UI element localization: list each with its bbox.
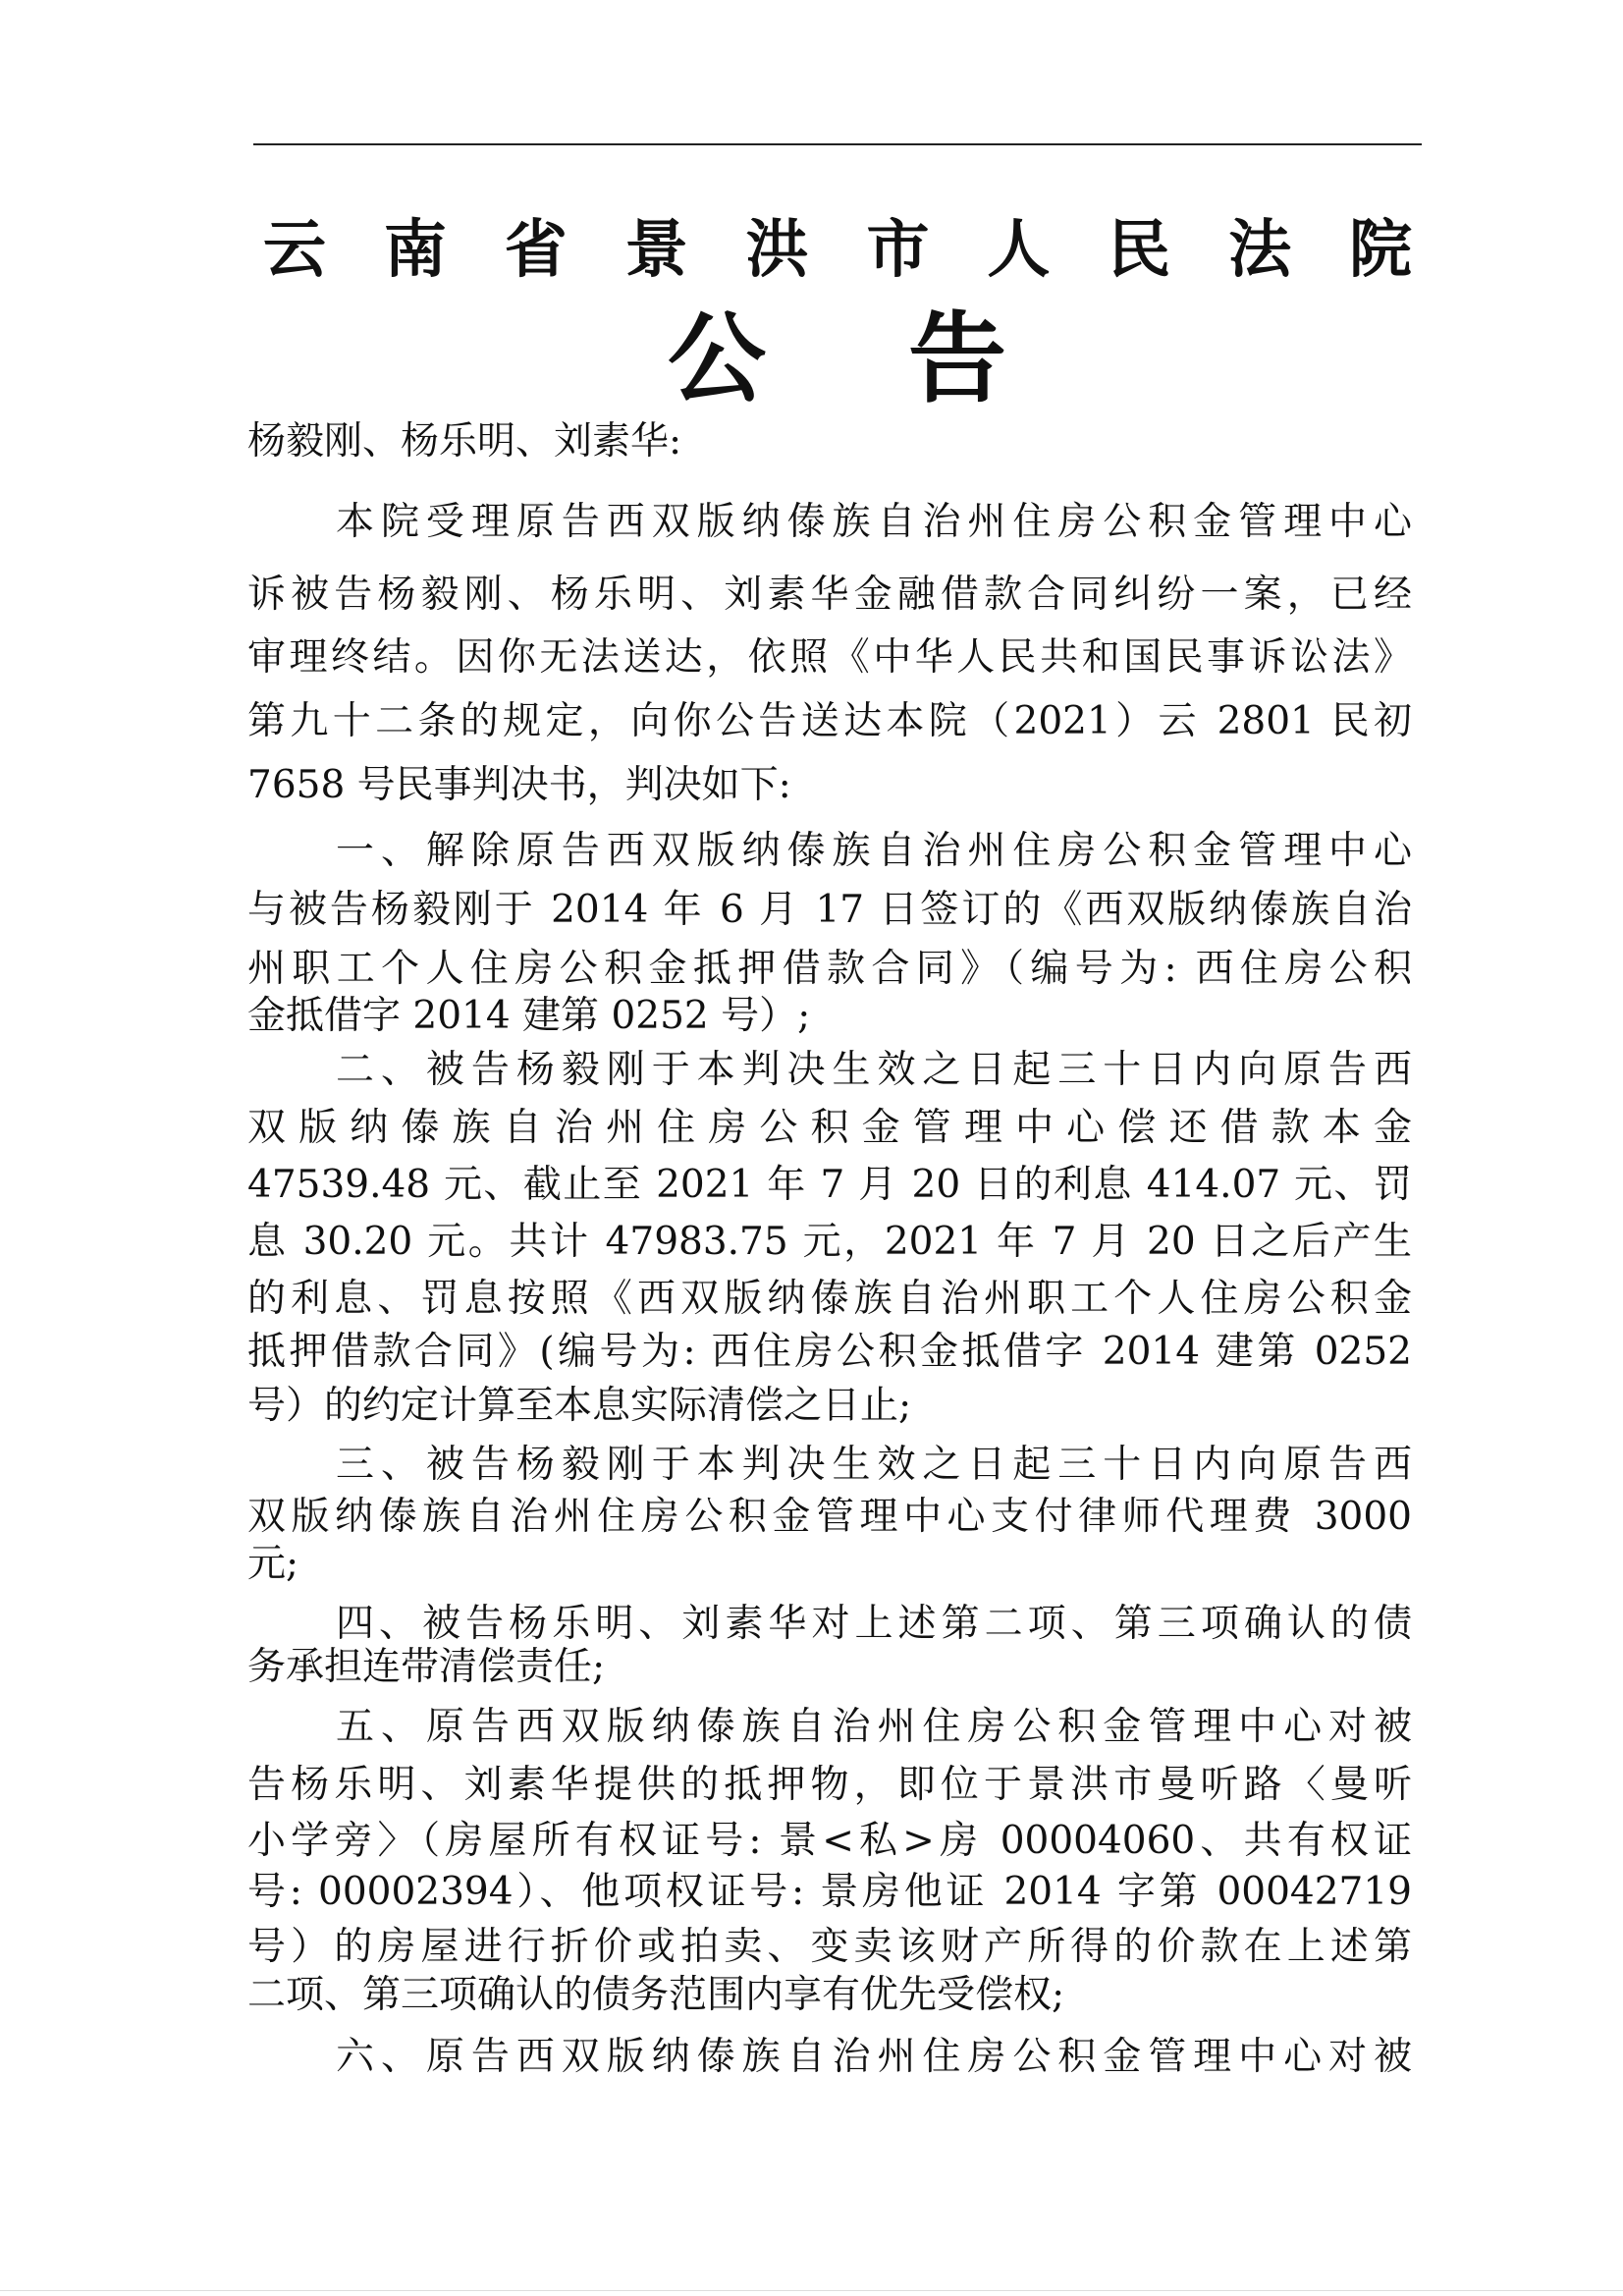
body-line: 五、原告西双版纳傣族自治州住房公积金管理中心对被	[336, 1705, 1412, 1749]
body-line: 务承担连带清偿责任;	[247, 1645, 606, 1689]
body-line: 7658 号民事判决书，判决如下:	[247, 763, 791, 807]
body-line: 诉被告杨毅刚、杨乐明、刘素华金融借款合同纠纷一案，已经	[247, 573, 1412, 617]
body-line: 号）的约定计算至本息实际清偿之日止;	[247, 1384, 912, 1428]
page-edge	[0, 2290, 1623, 2291]
body-line: 号）的房屋进行折价或拍卖、变卖该财产所得的价款在上述第	[247, 1925, 1412, 1969]
body-line: 的利息、罚息按照《西双版纳傣族自治州职工个人住房公积金	[247, 1277, 1412, 1321]
body-line: 小学旁〉（房屋所有权证号: 景<私>房 00004060、共有权证	[247, 1819, 1412, 1863]
body-line: 双版纳傣族自治州住房公积金管理中心偿还借款本金	[247, 1106, 1412, 1150]
body-line: 第九十二条的规定，向你公告送达本院（2021）云 2801 民初	[247, 699, 1412, 743]
body-line: 金抵借字 2014 建第 0252 号）;	[247, 994, 811, 1038]
body-line: 息 30.20 元。共计 47983.75 元，2021 年 7 月 20 日之后产生	[247, 1220, 1412, 1264]
body-line: 与被告杨毅刚于 2014 年 6 月 17 日签订的《西双版纳傣族自治	[247, 888, 1412, 932]
body-line: 二、被告杨毅刚于本判决生效之日起三十日内向原告西	[336, 1048, 1412, 1092]
body-line: 告杨乐明、刘素华提供的抵押物，即位于景洪市曼听路〈曼听	[247, 1763, 1412, 1807]
body-line: 二项、第三项确认的债务范围内享有优先受偿权;	[247, 1973, 1065, 2017]
body-line: 元;	[247, 1542, 299, 1586]
body-line: 三、被告杨毅刚于本判决生效之日起三十日内向原告西	[336, 1443, 1412, 1487]
document-title: 公告	[668, 301, 1006, 416]
body-line: 抵押借款合同》(编号为: 西住房公积金抵借字 2014 建第 0252	[247, 1330, 1412, 1374]
body-line: 号: 00002394）、他项权证号: 景房他证 2014 字第 00042719	[247, 1870, 1412, 1914]
salutation: 杨毅刚、杨乐明、刘素华:	[247, 419, 682, 464]
body-line: 双版纳傣族自治州住房公积金管理中心支付律师代理费 3000	[247, 1495, 1412, 1539]
body-line: 六、原告西双版纳傣族自治州住房公积金管理中心对被	[336, 2035, 1412, 2079]
body-line: 本院受理原告西双版纳傣族自治州住房公积金管理中心	[336, 500, 1412, 544]
body-line: 一、解除原告西双版纳傣族自治州住房公积金管理中心	[336, 829, 1412, 873]
body-line: 审理终结。因你无法送达，依照《中华人民共和国民事诉讼法》	[247, 635, 1412, 680]
header-rule	[253, 143, 1422, 145]
body-line: 四、被告杨乐明、刘素华对上述第二项、第三项确认的债	[336, 1602, 1412, 1646]
body-line: 州职工个人住房公积金抵押借款合同》（编号为: 西住房公积	[247, 947, 1412, 991]
body-line: 47539.48 元、截止至 2021 年 7 月 20 日的利息 414.07 元、罚	[247, 1163, 1412, 1207]
court-name: 云南省景洪市人民法院	[263, 213, 1412, 287]
